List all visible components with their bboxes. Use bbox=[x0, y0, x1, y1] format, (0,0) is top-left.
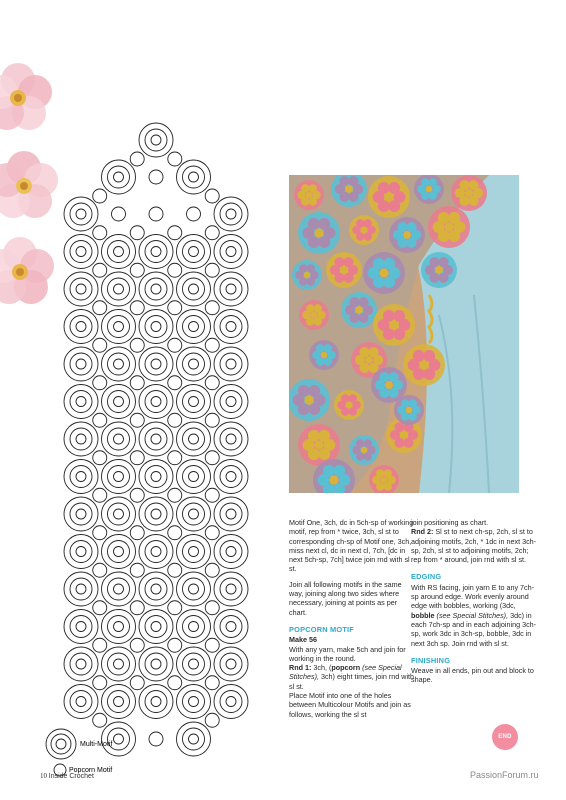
multi-motif bbox=[102, 497, 136, 531]
multi-motif bbox=[177, 385, 211, 419]
crochet-flower bbox=[363, 252, 405, 294]
multi-motif bbox=[177, 460, 211, 494]
crochet-flower bbox=[373, 304, 415, 346]
multi-motif bbox=[139, 572, 173, 606]
place-motif-paragraph: Place Motif into one of the holes between Multicolour Motifs and join as follows, working the sl st bbox=[289, 691, 411, 719]
crochet-flower bbox=[309, 340, 339, 370]
multi-motif bbox=[64, 535, 98, 569]
popcorn-motif bbox=[130, 301, 144, 315]
multi-motif bbox=[139, 685, 173, 719]
finishing-heading: FINISHING bbox=[411, 655, 451, 665]
round-label: Rnd 1: bbox=[289, 663, 312, 673]
crochet-flower bbox=[428, 206, 470, 248]
multi-motif bbox=[64, 647, 98, 681]
popcorn-motif bbox=[205, 376, 219, 390]
popcorn-motif bbox=[149, 732, 163, 746]
multi-motif bbox=[214, 422, 248, 456]
multi-motif bbox=[177, 160, 211, 194]
multi-motif bbox=[139, 497, 173, 531]
join-following-paragraph: Join all following motifs in the same way, joining along two sides where necessary, joining at points as per chart. bbox=[289, 579, 402, 617]
multi-motif bbox=[64, 310, 98, 344]
popcorn-motif bbox=[130, 263, 144, 277]
multi-motif bbox=[177, 685, 211, 719]
popcorn-motif bbox=[93, 713, 107, 727]
text-column-right bbox=[411, 518, 539, 685]
multi-motif bbox=[139, 123, 173, 157]
popcorn-round-2: Rnd 2: Sl st to next ch-sp, 2ch, sl st to adjoining motifs, 2ch, * 1dc in next 3ch-sp, 2ch, sl st to adjoining motifs, 2ch; rep from * around, join rnd with sl st. bbox=[411, 527, 537, 565]
multi-motif bbox=[177, 647, 211, 681]
popcorn-motif bbox=[93, 226, 107, 240]
multi-motif bbox=[64, 610, 98, 644]
multi-motif bbox=[64, 197, 98, 231]
popcorn-motif bbox=[187, 207, 201, 221]
popcorn-motif bbox=[205, 338, 219, 352]
multi-motif bbox=[177, 235, 211, 269]
finishing-text: Weave in all ends, pin out and block to shape. bbox=[411, 666, 534, 685]
multi-motif bbox=[177, 572, 211, 606]
multi-motif bbox=[102, 572, 136, 606]
crochet-flower bbox=[292, 260, 322, 290]
page-number: 10 bbox=[40, 772, 47, 780]
crochet-flower bbox=[403, 344, 445, 386]
multi-motif bbox=[214, 460, 248, 494]
multi-motif bbox=[64, 572, 98, 606]
multi-motif bbox=[102, 460, 136, 494]
multi-motif bbox=[214, 310, 248, 344]
popcorn-motif bbox=[205, 638, 219, 652]
popcorn-motif bbox=[130, 638, 144, 652]
popcorn-motif bbox=[130, 676, 144, 690]
multi-motif bbox=[214, 347, 248, 381]
multi-motif bbox=[139, 272, 173, 306]
popcorn-motif bbox=[112, 207, 126, 221]
popcorn-motif bbox=[93, 451, 107, 465]
multi-motif bbox=[139, 385, 173, 419]
multi-motif bbox=[102, 722, 136, 756]
watermark: PassionForum.ru bbox=[470, 770, 539, 780]
popcorn-motif bbox=[205, 713, 219, 727]
popcorn-motif bbox=[130, 226, 144, 240]
multi-motif bbox=[102, 685, 136, 719]
multi-motif bbox=[177, 610, 211, 644]
multi-motif bbox=[139, 235, 173, 269]
joining-paragraph: Motif One, 3ch, dc in 5ch-sp of working motif, rep from * twice, 3ch, sl st to corresponding ch-sp of Motif one, 3ch, miss next cl, dc in next cl, 7ch, [dc in next 5ch-sp, 7ch] twice join rnd with sl st. bbox=[289, 518, 414, 574]
crochet-flower bbox=[298, 212, 340, 254]
round-label: Rnd 2: bbox=[411, 527, 434, 537]
crochet-flower bbox=[389, 217, 425, 253]
popcorn-motif bbox=[93, 376, 107, 390]
bobble-term: bobble bbox=[411, 610, 435, 620]
popcorn-motif bbox=[205, 263, 219, 277]
popcorn-motif bbox=[130, 526, 144, 540]
popcorn-motif bbox=[205, 601, 219, 615]
popcorn-motif bbox=[130, 601, 144, 615]
multi-motif bbox=[139, 422, 173, 456]
multi-motif bbox=[177, 535, 211, 569]
multi-motif bbox=[139, 647, 173, 681]
edging-heading: EDGING bbox=[411, 572, 442, 582]
multi-motif bbox=[102, 347, 136, 381]
chart-legend bbox=[46, 729, 112, 776]
multi-motif bbox=[139, 460, 173, 494]
legend-popcorn-motif-label: Popcorn Motif bbox=[69, 767, 113, 774]
multi-motif bbox=[214, 610, 248, 644]
end-badge: END bbox=[492, 724, 518, 750]
multi-motif bbox=[214, 647, 248, 681]
popcorn-motif bbox=[168, 263, 182, 277]
crochet-flower bbox=[394, 395, 424, 425]
popcorn-motif bbox=[168, 601, 182, 615]
crochet-flower bbox=[414, 175, 444, 204]
multi-motif bbox=[139, 535, 173, 569]
crochet-flower bbox=[451, 175, 487, 211]
popcorn-motif bbox=[93, 526, 107, 540]
popcorn-motif bbox=[93, 263, 107, 277]
popcorn-motif bbox=[93, 638, 107, 652]
crochet-flower bbox=[294, 180, 324, 210]
multi-motif bbox=[214, 385, 248, 419]
crochet-flower bbox=[289, 379, 330, 421]
crochet-flower bbox=[334, 390, 364, 420]
popcorn-motif bbox=[205, 301, 219, 315]
multi-motif bbox=[102, 385, 136, 419]
crochet-flower bbox=[349, 215, 379, 245]
multi-motif bbox=[64, 347, 98, 381]
popcorn-motif bbox=[168, 338, 182, 352]
multi-motif bbox=[64, 460, 98, 494]
popcorn-motif bbox=[205, 189, 219, 203]
multi-motif bbox=[102, 422, 136, 456]
multi-motif bbox=[177, 722, 211, 756]
multi-motif bbox=[64, 497, 98, 531]
edging-text: With RS facing, join yarn E to any 7ch-sp around edge. Work evenly around edge with bobbles, working (3dc, bobble (see Special Stitches), 3dc) in each 7ch-sp and in each adjoining 3ch-sp, work 3dc in 3ch-sp, bobble, 3dc in next 3ch sp. Join rnd with sl st. bbox=[411, 582, 537, 648]
multi-motif bbox=[214, 197, 248, 231]
multi-motif bbox=[64, 385, 98, 419]
popcorn-motif bbox=[205, 451, 219, 465]
crochet-flower bbox=[326, 252, 362, 288]
multi-motif bbox=[102, 272, 136, 306]
popcorn-motif bbox=[93, 301, 107, 315]
popcorn-motif bbox=[205, 413, 219, 427]
multi-motif bbox=[102, 535, 136, 569]
popcorn-motif bbox=[93, 676, 107, 690]
popcorn-motif bbox=[93, 189, 107, 203]
page-folio bbox=[40, 772, 94, 780]
popcorn-motif bbox=[168, 451, 182, 465]
popcorn-motif bbox=[149, 207, 163, 221]
multi-motif bbox=[64, 272, 98, 306]
popcorn-start-text: With any yarn, make 5ch and join for working in the round. bbox=[289, 644, 406, 663]
popcorn-motif bbox=[93, 338, 107, 352]
multi-motif bbox=[64, 685, 98, 719]
multi-motif bbox=[214, 235, 248, 269]
popcorn-motif bbox=[168, 152, 182, 166]
popcorn-motif bbox=[168, 226, 182, 240]
multi-motif bbox=[64, 235, 98, 269]
popcorn-motif bbox=[130, 563, 144, 577]
join-positioning-text: join positioning as chart. bbox=[411, 518, 489, 527]
multi-motif bbox=[102, 647, 136, 681]
popcorn-motif bbox=[168, 526, 182, 540]
popcorn-motif bbox=[93, 488, 107, 502]
crochet-flower bbox=[421, 252, 457, 288]
multi-motif bbox=[177, 422, 211, 456]
multi-motif bbox=[102, 610, 136, 644]
popcorn-motif bbox=[130, 451, 144, 465]
popcorn-motif bbox=[93, 601, 107, 615]
popcorn-motif bbox=[168, 301, 182, 315]
multi-motif bbox=[139, 310, 173, 344]
popcorn-motif bbox=[168, 676, 182, 690]
popcorn-motif bbox=[205, 563, 219, 577]
magazine-title: Inside Crochet bbox=[48, 773, 94, 780]
popcorn-motif bbox=[205, 676, 219, 690]
text-column-left bbox=[289, 518, 417, 719]
popcorn-round-1: Rnd 1: 3ch, (popcorn (see Special Stitches), 3ch) eight times, join rnd with sl st. bbox=[289, 663, 415, 691]
multi-motif bbox=[214, 685, 248, 719]
popcorn-motif-heading: POPCORN MOTIF bbox=[289, 624, 355, 634]
popcorn-motif bbox=[93, 413, 107, 427]
multi-motif bbox=[139, 347, 173, 381]
crochet-flower bbox=[341, 292, 377, 328]
popcorn-motif bbox=[130, 488, 144, 502]
popcorn-motif bbox=[130, 376, 144, 390]
chart-motifs bbox=[64, 123, 248, 756]
popcorn-motif bbox=[205, 488, 219, 502]
popcorn-motif bbox=[168, 488, 182, 502]
crochet-flower bbox=[299, 300, 329, 330]
legend-multi-motif-symbol bbox=[46, 729, 76, 759]
popcorn-motif bbox=[168, 563, 182, 577]
multi-motif bbox=[177, 272, 211, 306]
multi-motif bbox=[177, 497, 211, 531]
crochet-flower bbox=[349, 435, 379, 465]
popcorn-motif bbox=[168, 638, 182, 652]
multi-motif bbox=[214, 497, 248, 531]
multi-motif bbox=[214, 272, 248, 306]
multi-motif bbox=[177, 347, 211, 381]
popcorn-motif bbox=[130, 338, 144, 352]
popcorn-motif bbox=[130, 413, 144, 427]
popcorn-motif bbox=[93, 563, 107, 577]
shawl-photo bbox=[289, 175, 519, 493]
crochet-flower bbox=[368, 176, 410, 218]
multi-motif bbox=[64, 422, 98, 456]
popcorn-motif bbox=[149, 170, 163, 184]
multi-motif bbox=[102, 310, 136, 344]
multi-motif bbox=[214, 572, 248, 606]
popcorn-term: popcorn bbox=[331, 663, 361, 673]
multi-motif bbox=[139, 610, 173, 644]
popcorn-motif bbox=[130, 152, 144, 166]
make-count: Make 56 bbox=[289, 635, 317, 645]
multi-motif bbox=[177, 310, 211, 344]
popcorn-motif bbox=[205, 526, 219, 540]
multi-motif bbox=[102, 160, 136, 194]
legend-multi-motif-label: Multi-Motif bbox=[80, 741, 113, 748]
popcorn-motif bbox=[168, 413, 182, 427]
multi-motif bbox=[214, 535, 248, 569]
popcorn-motif bbox=[168, 376, 182, 390]
popcorn-motif bbox=[205, 226, 219, 240]
multi-motif bbox=[102, 235, 136, 269]
